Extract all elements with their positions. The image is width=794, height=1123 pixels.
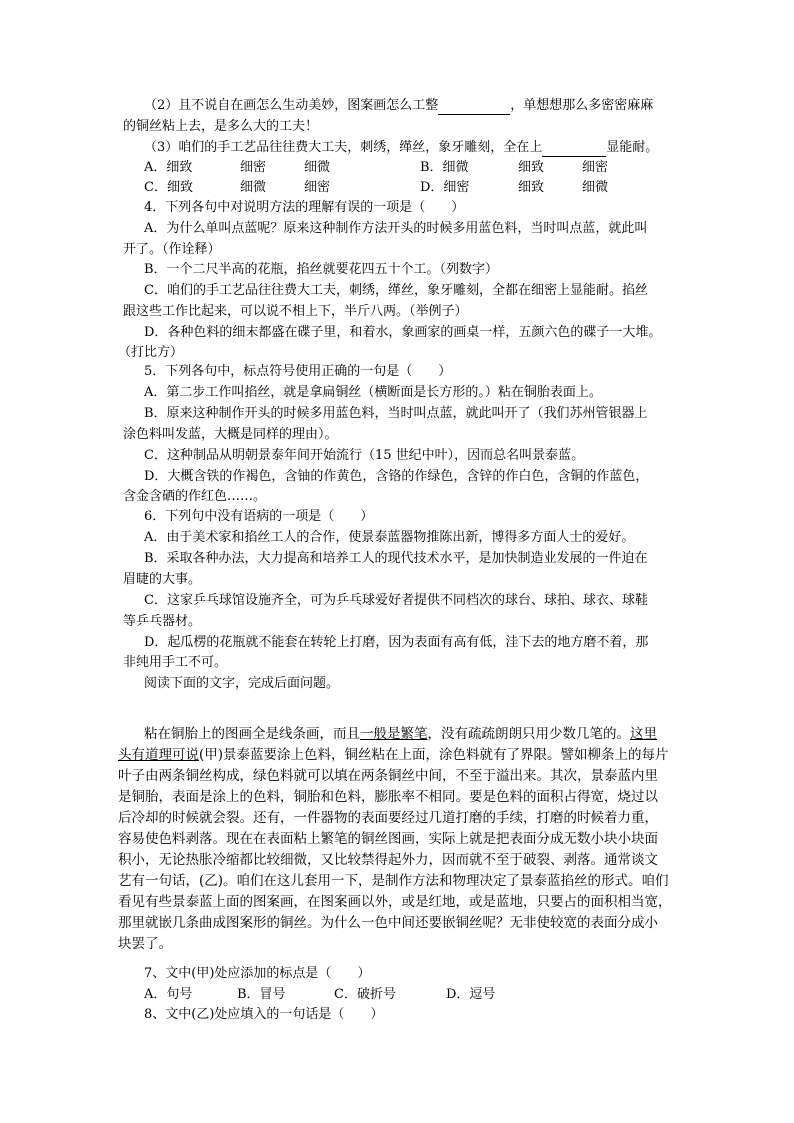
q4-option-c[interactable]: C．咱们的手工艺品往往费大工夫，刺绣，缂丝，象牙雕刻，全都在细密上显能耐。掐丝 (144, 283, 648, 298)
q7-option-b[interactable]: B．冒号 (237, 987, 286, 1002)
q7-stem: 7、文中(甲)处应添加的标点是（ ） (144, 966, 371, 981)
reading-instruction: 阅读下面的文字，完成后面问题。 (144, 676, 340, 691)
q8-stem: 8、文中(乙)处应填入的一句话是（ ） (144, 1007, 384, 1022)
passage-underlined-phrase: 头有道理可说 (118, 747, 199, 763)
q5-option-b[interactable]: B．原来这种制作开头的时候多用蓝色料，当时叫点蓝，就此叫开了（我们苏州管银器上 (144, 406, 648, 421)
q4-option-a[interactable]: A．为什么单叫点蓝呢？原来这种制作方法开头的时候多用蓝色料，当时叫点蓝，就此叫 (144, 221, 648, 236)
q6-option-d[interactable]: D．起瓜楞的花瓶就不能套在转轮上打磨，因为表面有高有低，洼下去的地方磨不着，那 (144, 635, 649, 650)
q3-text-pre: （3）咱们的手工艺品往往费大工夫，刺绣，缂丝，象牙雕刻，全在上 (144, 140, 543, 155)
q5-option-c[interactable]: C．这种制品从明朝景泰年间开始流行（15 世纪中叶），因而总名叫景泰蓝。 (144, 448, 585, 463)
passage-line-4: 是铜胎，表面是涂上的色料，铜胎和色料，膨胀率不相同。要是色料的面积占得宽，烧过以 (118, 789, 658, 805)
q4-option-c-cont: 跟这些工作比起来，可以说不相上下，半斤八两。（举例子） (123, 304, 468, 319)
q2-line (144, 98, 653, 115)
q3-option-b[interactable]: B．细微 (420, 160, 469, 175)
q5-stem: 5．下列各句中，标点符号使用正确的一句是（ ） (144, 364, 452, 379)
q4-option-d-cont: （打比方） (118, 345, 184, 360)
q2-answer-blank[interactable] (438, 98, 510, 115)
option-a-word-2: 细密 (240, 160, 267, 175)
q3-option-d[interactable]: D．细密 (420, 180, 470, 195)
option-a-word-3: 细微 (304, 160, 331, 175)
q4-stem: 4．下列各句中对说明方法的理解有误的一项是（ ） (144, 200, 465, 215)
option-a-word-1: A．细致 (144, 160, 193, 175)
passage-line-2 (118, 747, 669, 763)
q3-option-c[interactable]: C．细致 (144, 180, 193, 195)
passage-underlined-phrase: 这里 (630, 726, 657, 742)
q3-option-a[interactable] (144, 160, 192, 176)
option-d-word-3: 细微 (582, 180, 609, 195)
option-c-word-3: 细密 (304, 180, 331, 195)
passage-underlined-phrase: 一般是繁笔 (360, 726, 428, 742)
q6-option-d-cont: 非纯用手工不可。 (123, 655, 228, 670)
passage-text: ，没有疏疏朗朗只用少数几笔的。 (427, 726, 630, 742)
q6-option-c[interactable]: C．这家乒乓球馆设施齐全，可为乒乓球爱好者提供不同档次的球台、球拍、球衣、球鞋 (144, 593, 648, 608)
passage-line-7: 积小，无论热胀冷缩都比较细微，又比较禁得起外力，因而就不至于破裂、剥落。通常谈文 (118, 852, 658, 868)
q3-text-post: 显能耐。 (606, 140, 659, 155)
q7-option-c[interactable]: C．破折号 (334, 987, 396, 1002)
q2-text-pre: （2）且不说自在画怎么生动美妙，图案画怎么工整 (144, 98, 439, 113)
passage-line-10: 那里就嵌几条曲成图案形的铜丝。为什么一色中间还要嵌铜丝呢？无非使较宽的表面分成小 (118, 915, 658, 931)
q6-option-b-cont: 眉睫的大事。 (123, 572, 202, 587)
q6-stem: 6．下列句中没有语病的一项是（ ） (144, 509, 374, 524)
option-d-word-2: 细致 (518, 180, 545, 195)
q6-option-a[interactable]: A．由于美术家和掐丝工人的合作，使景泰蓝器物推陈出新，博得多方面人士的爱好。 (144, 530, 635, 545)
q3-line (144, 140, 658, 157)
q3-answer-blank[interactable] (542, 140, 606, 157)
q2-line-cont: 的铜丝粘上去，是多么大的工夫！ (123, 119, 319, 134)
passage-line-6: 容易使色料剥落。现在在表面粘上繁笔的铜丝图画，实际上就是把表面分成无数小块小块面 (118, 831, 658, 847)
option-b-word-3: 细密 (582, 160, 609, 175)
q7-option-d[interactable]: D．逗号 (446, 987, 496, 1002)
q2-text-post: ，单想想那么多密密麻麻 (510, 98, 654, 113)
passage-line-11: 块罢了。 (118, 936, 172, 952)
q5-option-d[interactable]: D．大概含铁的作褐色，含铀的作黄色，含铬的作绿色，含锌的作白色，含铜的作蓝色， (144, 469, 649, 484)
passage-text: (甲)景泰蓝要涂上色料，铜丝粘在上面，涂色料就有了界限。譬如柳条上的每片 (199, 747, 669, 763)
passage-line-3: 叶子由两条铜丝构成，绿色料就可以填在两条铜丝中间，不至于溢出来。其次，景泰蓝内里 (118, 768, 658, 784)
q5-option-b-cont: 涂色料叫发蓝，大概是同样的理由）。 (123, 427, 338, 442)
q5-option-a[interactable]: A．第二步工作叫掐丝，就是拿扁铜丝（横断面是长方形的。）粘在铜胎表面上。 (144, 385, 602, 400)
q4-option-d[interactable]: D．各种色料的细末都盛在碟子里，和着水，象画家的画桌一样，五颜六色的碟子一大堆。 (144, 325, 662, 340)
passage-line-1 (144, 726, 657, 742)
q6-option-b[interactable]: B．采取各种办法，大力提高和培养工人的现代技术水平，是加快制造业发展的一件迫在 (144, 551, 648, 566)
passage-line-5: 后冷却的时候就会裂。还有，一件器物的表面要经过几道打磨的手续，打磨的时候着力重， (118, 810, 658, 826)
q7-option-a[interactable]: A．句号 (144, 987, 193, 1002)
option-c-word-2: 细微 (240, 180, 267, 195)
q5-option-d-cont: 含金含硒的作红色……。 (123, 489, 267, 504)
passage-text: 粘在铜胎上的图画全是线条画，而且 (144, 726, 360, 742)
q6-option-c-cont: 等乒乓器材。 (123, 614, 202, 629)
passage-line-9: 看见有些景泰蓝上面的图案画，在图案画以外，或是红地，或是蓝地，只要占的面积相当宽， (118, 894, 672, 910)
passage-line-8: 艺有一句话，(乙)。咱们在这儿套用一下，是制作方法和物理决定了景泰蓝掐丝的形式。咱们 (118, 873, 669, 889)
option-b-word-2: 细致 (518, 160, 545, 175)
q4-option-a-cont: 开了。（作诠释） (123, 242, 221, 257)
q4-option-b[interactable]: B．一个二尺半高的花瓶，掐丝就要花四五十个工。（列数字） (144, 262, 499, 277)
